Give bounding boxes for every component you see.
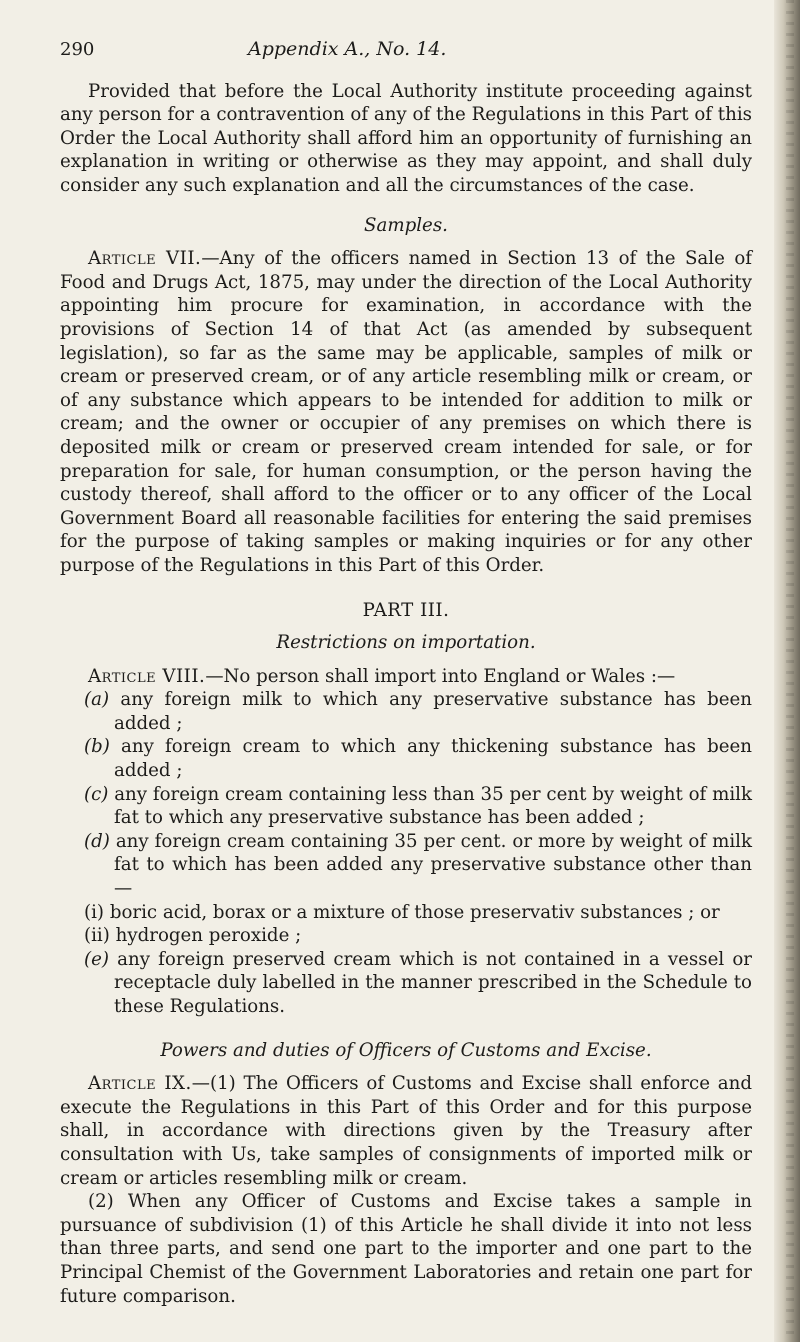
list-item-mark: (a) (84, 689, 110, 711)
article-viii-intro (60, 665, 752, 689)
article-ix-label: Article IX. (88, 1073, 192, 1095)
restrictions-subheading: Restrictions on importation. (276, 632, 536, 654)
article-ix-paragraph-1 (60, 1072, 752, 1190)
list-item (60, 783, 752, 830)
list-item (60, 830, 752, 901)
list-item-text: any foreign milk to which any preservative substance has been added ; (114, 689, 752, 734)
article-vii-text: —Any of the officers named in Section 13 of the Sale of Food and Drugs Act, 1875, may under the direction of the Local Authority appointing him procure for examination, in accordance with the provisions of Section 14 of that Act (as amended by subsequent legislation), so far as the same may be applicable, samples of milk or cream or preserved cream, or of any article resembling milk or cream, or of any substance which appears to be intended for addition to milk or cream; and the owner or occupier of any premises on which there is deposited milk or cream or preserved cream intended for sale, or for preparation for sale, for human consumption, or the person having the custody thereof, shall afford to the officer or to any officer of the Local Government Board all reasonable facilities for entering the said premises for the purpose of taking samples or making inquiries or for any other purpose of the Regulations in this Part of this Order. (60, 248, 752, 576)
page-number: 290 (60, 39, 95, 60)
sublist-item-text: boric acid, borax or a mixture of those preservativ substances ; or (109, 901, 720, 923)
customs-heading: Powers and duties of Officers of Customs and Excise. (160, 1039, 652, 1061)
list-item-text: any foreign cream containing 35 per cent. or more by weight of milk fat to which has been added any preservative substance other than— (114, 830, 752, 899)
article-ix-paragraph-2: (2) When any Officer of Customs and Excise takes a sample in pursuance of subdivision (1) of this Article he shall divide it into not less than three parts, and send one part to the importer and one part to the Principal Chemist of the Government Laboratories and retain one part for future comparison. (60, 1191, 752, 1307)
list-item-mark: (d) (84, 830, 110, 852)
list-item-mark: (e) (84, 948, 109, 970)
list-item-text: any foreign cream to which any thickening substance has been added ; (114, 736, 752, 782)
article-viii-intro-text: —No person shall import into England or Wales :— (205, 665, 676, 687)
article-ix-para1-text: —(1) The Officers of Customs and Excise shall enforce and execute the Regulations in this Part of this Order and for this purpose shall, in accordance with directions given by the Treasury after consultation with Us, take samples of consignments of imported milk or cream or articles resembling milk or cream. (60, 1073, 753, 1189)
article-vii-paragraph (60, 247, 752, 577)
list-item-text: any foreign cream containing less than 35 per cent by weight of milk fat to which any preservative substance has been added ; (114, 783, 752, 829)
list-item-mark: (c) (84, 783, 109, 805)
list-item-mark: (b) (84, 736, 110, 758)
samples-heading: Samples. (364, 214, 448, 236)
document-page (60, 38, 752, 1308)
sublist-item (60, 901, 752, 925)
article-viii-label: Article VIII. (88, 665, 206, 687)
list-item (60, 735, 752, 782)
page-header (60, 38, 752, 62)
proviso-paragraph: Provided that before the Local Authority institute proceeding against any person for a contravention of any of the Regulations in this Part of this Order the Local Authority shall afford him an opportunity of furnishing an explanation in writing or otherwise as they may appoint, and shall duly consider any such explanation and all the circumstances of the case. (60, 80, 752, 196)
list-item (60, 688, 752, 735)
list-item-text: any foreign preserved cream which is not contained in a vessel or receptacle duly labelled in the manner prescribed in the Schedule to these Regulations. (114, 948, 752, 1017)
import-restriction-list-end (60, 948, 752, 1019)
import-restriction-list (60, 688, 752, 900)
sublist-item-text: hydrogen peroxide ; (115, 925, 302, 947)
spine-texture (786, 0, 794, 1342)
sublist-item (60, 924, 752, 948)
list-item (60, 948, 752, 1019)
preservative-exception-list (60, 901, 752, 948)
part-iii-heading: PART III. (362, 600, 450, 622)
running-title: Appendix A., No. 14. (248, 38, 447, 60)
sublist-item-mark: (ii) (84, 925, 110, 947)
sublist-item-mark: (i) (84, 901, 105, 923)
article-vii-label: Article VII. (88, 248, 202, 270)
